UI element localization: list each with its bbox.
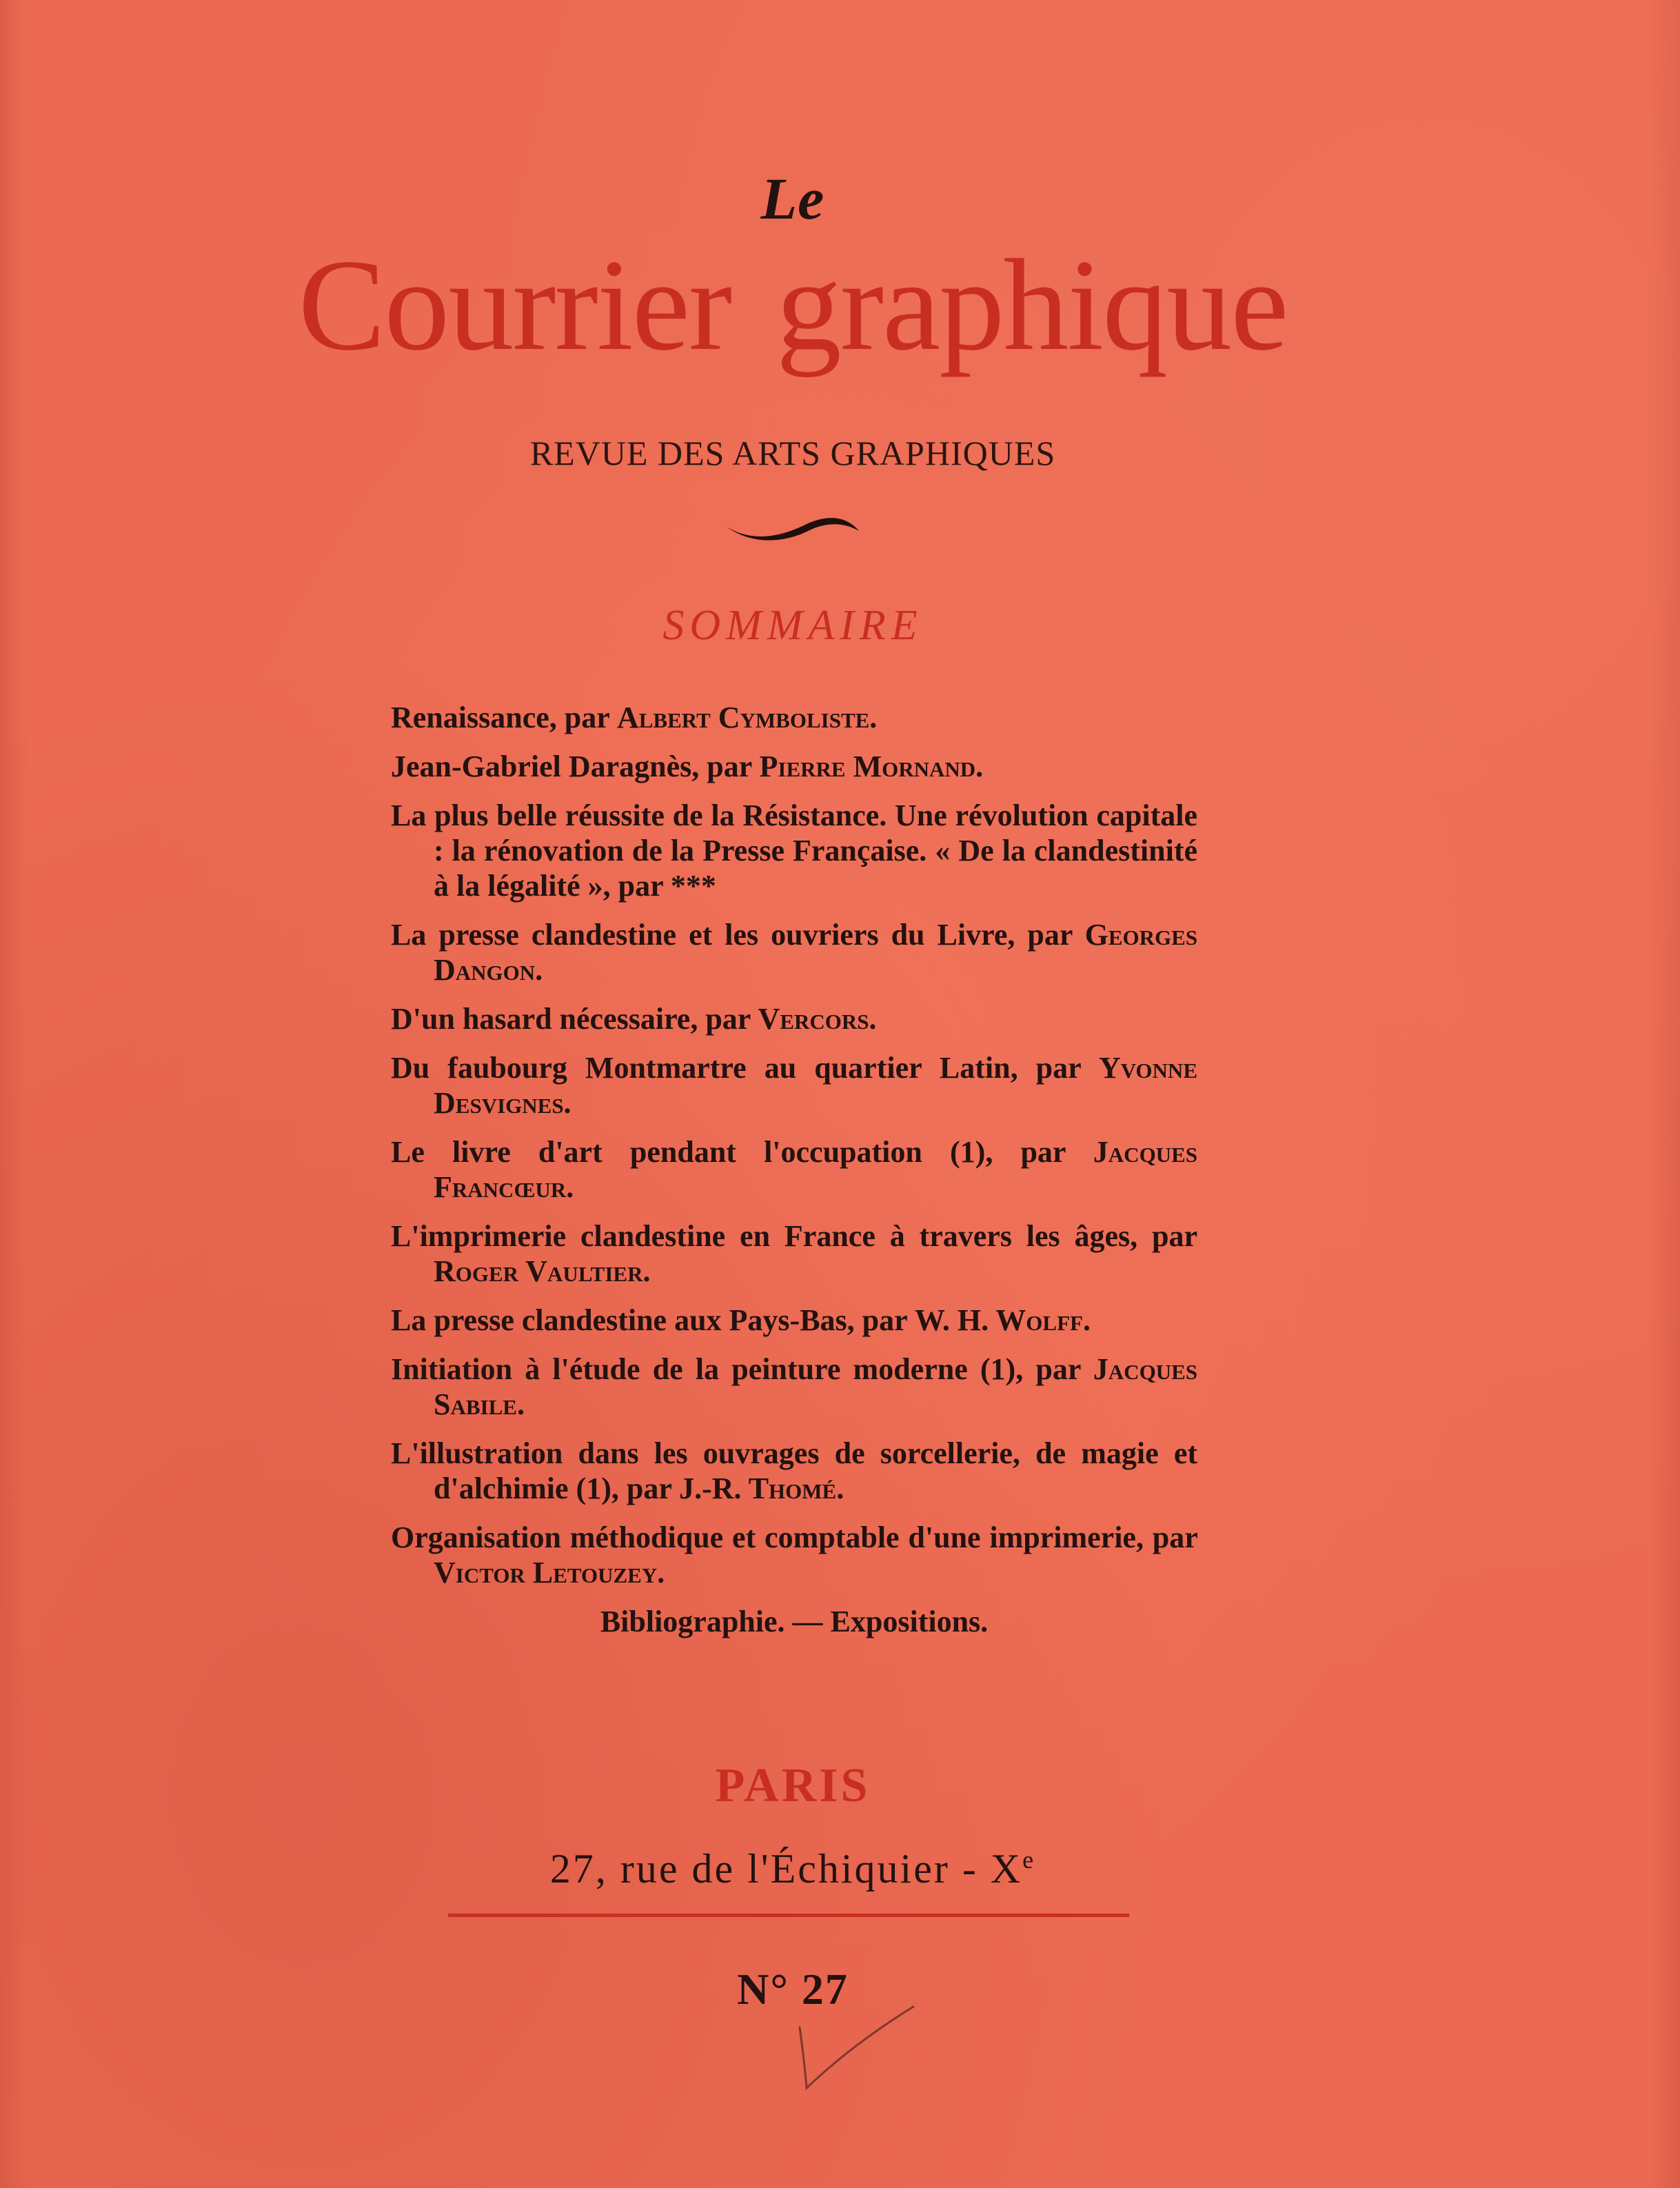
- toc-entry-author: Yvonne Desvignes.: [434, 1051, 1197, 1120]
- contents-heading: SOMMAIRE: [662, 602, 923, 649]
- publisher-city: PARIS: [715, 1759, 871, 1812]
- publisher-address-text: 27, rue de l'Échiquier - X: [549, 1846, 1023, 1891]
- toc-entry: [391, 749, 1197, 784]
- masthead-article: Le: [760, 165, 825, 232]
- toc-entry: [391, 1352, 1197, 1422]
- table-of-contents: [391, 700, 1197, 1653]
- swash-ornament-icon: [724, 503, 862, 545]
- toc-entry-text: L'illustration dans les ouvrages de sorcellerie, de magie et d'alchimie (1), par: [391, 1436, 1197, 1505]
- toc-entry-text: Le livre d'art pendant l'occupation (1), par: [391, 1135, 1093, 1169]
- toc-entry-text: D'un hasard nécessaire, par: [391, 1002, 758, 1036]
- publisher-address-suffix: e: [1022, 1846, 1036, 1874]
- toc-entry: [391, 1303, 1197, 1338]
- toc-entry-text: La presse clandestine aux Pays-Bas, par: [391, 1303, 915, 1337]
- issue-number: N° 27: [737, 1965, 849, 2014]
- toc-entry: [391, 700, 1197, 735]
- address-divider: [448, 1914, 1129, 1917]
- toc-entry: [391, 1001, 1197, 1036]
- toc-entry-author: Albert Cymboliste.: [616, 701, 878, 734]
- toc-entry-text: Initiation à l'étude de la peinture moderne (1), par: [391, 1352, 1093, 1386]
- toc-entry: [391, 917, 1197, 987]
- toc-entry-author: J.-R. Thomé.: [679, 1472, 844, 1505]
- toc-entry-text: Organisation méthodique et comptable d'une imprimerie, par: [391, 1520, 1197, 1554]
- toc-entry: [391, 1218, 1197, 1289]
- toc-entry-text: La presse clandestine et les ouvriers du Livre, par: [391, 918, 1085, 952]
- toc-entry-text: Du faubourg Montmartre au quartier Latin, par: [391, 1051, 1099, 1085]
- toc-entry: [391, 1134, 1197, 1205]
- toc-entry-author: Jacques Francœur.: [434, 1135, 1197, 1204]
- toc-entry: [391, 798, 1197, 903]
- toc-entry-author: Jacques Sabile.: [434, 1352, 1197, 1421]
- toc-entry-author: Victor Letouzey.: [434, 1556, 665, 1589]
- pencil-check-mark-icon: [793, 2000, 931, 2096]
- toc-entry-text: Renaissance, par: [391, 701, 617, 734]
- toc-entry-author: Pierre Mornand.: [759, 750, 984, 783]
- toc-entry-text: La plus belle réussite de la Résistance. Une révolution capitale : la rénovation de la Presse Française. « De la clandestinité à la légalité », par ***: [391, 799, 1197, 903]
- masthead-subtitle: REVUE DES ARTS GRAPHIQUES: [529, 434, 1056, 472]
- publisher-address: [0, 1845, 1586, 1893]
- toc-entry: [391, 1436, 1197, 1506]
- toc-entry-text: Jean-Gabriel Daragnès, par: [391, 750, 760, 783]
- toc-footer-line: Bibliographie. — Expositions.: [600, 1605, 989, 1638]
- toc-entry-author: W. H. Wolff.: [914, 1303, 1091, 1337]
- toc-entry-author: Roger Vaultier.: [434, 1254, 651, 1288]
- toc-entry-author: Vercors.: [758, 1002, 877, 1036]
- toc-entry-text: L'imprimerie clandestine en France à travers les âges, par: [391, 1219, 1197, 1253]
- toc-entry: [391, 1050, 1197, 1121]
- toc-entry: [391, 1520, 1197, 1590]
- masthead-title: Courrier graphique: [298, 233, 1288, 378]
- toc-entry-author: Georges Dangon.: [434, 918, 1197, 987]
